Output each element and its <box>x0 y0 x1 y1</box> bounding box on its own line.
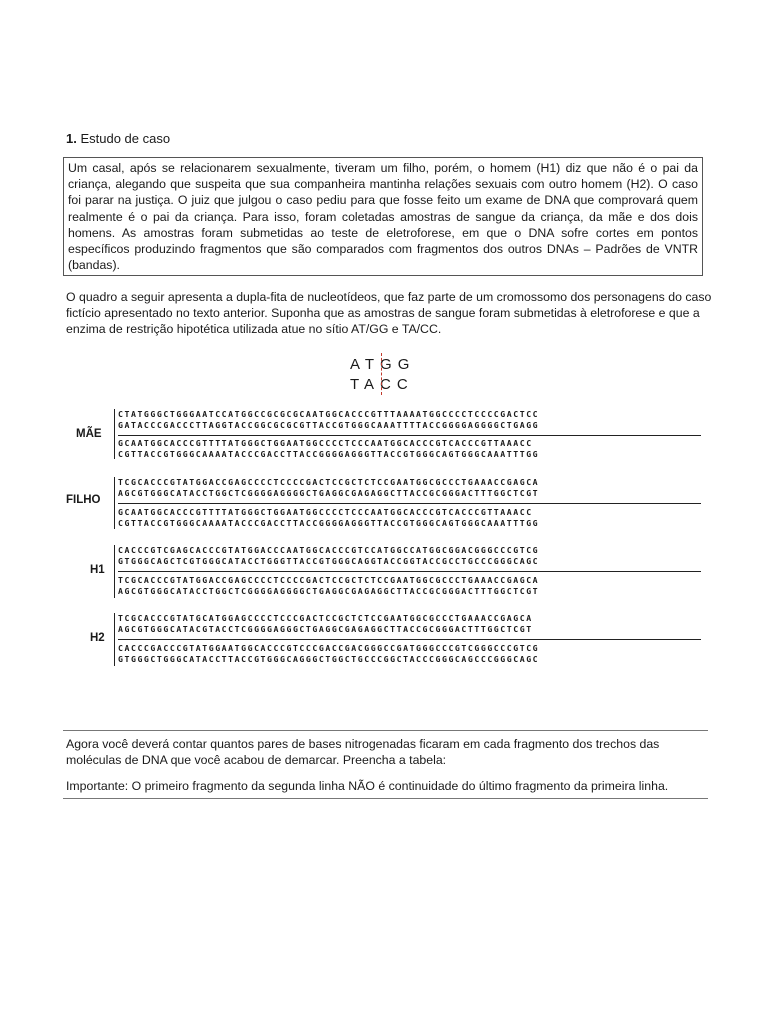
dna-divider <box>118 639 701 640</box>
dna-strand: GCAATGGCACCCGTTTTATGGGCTGGAATGGCCCCTCCCAATGGCACCCGTCACCCGTTAAACC <box>118 438 533 448</box>
dna-strand: AGCGTGGGCATACCTGGCTCGGGGAGGGGCTGAGGCGAGAGGCTTACCGCGGGACTTTGGCTCGT <box>118 488 540 498</box>
dna-divider <box>118 571 701 572</box>
dna-strand: GTGGGCAGCTCGTGGGCATACCTGGGTTACCGTGGGCAGGTACCGGTACCGCCTGCCCGGGCAGC <box>118 556 540 566</box>
case-study-text: Um casal, após se relacionarem sexualmente, tiveram um filho, porém, o homem (H1) diz que não é o pai da criança, alegando que suspeita que sua companheira mantinha relações sexuais com outro homem (H2). O caso foi parar na justiça. O juiz que julgou o caso pediu para que fosse feito um exame de DNA que comprovará quem realmente é o pai da criança. Para isso, foram coletadas amostras de sangue da criança, da mãe e dos dois homens. As amostras foram submetidas ao teste de eletroforese, em que o DNA sofre cortes em pontos específicos produzindo fragmentos que são comparados com fragmentos dos outros DNAs – Padrões de VNTR (bandas). <box>68 161 698 273</box>
dna-bracket-mae <box>114 409 115 459</box>
restriction-site <box>350 355 415 395</box>
dna-divider <box>118 435 701 436</box>
dna-label-filho: FILHO <box>66 494 101 506</box>
case-study-box <box>63 157 703 276</box>
dna-label-h1: H1 <box>90 564 105 576</box>
dna-filho-block2 <box>118 507 539 529</box>
dna-bracket-h1 <box>114 545 115 598</box>
dna-strand: GATACCCGACCCTTAGGTACCGGCGCGCGTTACCGTGGGCAAATTTTACCGGGGAGGGGCTGAGG <box>118 420 540 430</box>
footer-instruction: Agora você deverá contar quantos pares de bases nitrogenadas ficaram em cada fragmento dos trechos das moléculas de DNA que você acabou de demarcar. Preencha a tabela: <box>66 737 660 768</box>
section-title <box>66 131 170 146</box>
dna-h2-block1 <box>118 613 533 635</box>
dna-mae-block1 <box>118 409 539 431</box>
dna-strand: CTATGGGCTGGGAATCCATGGCCGCGCGCAATGGCACCCGTTTAAAATGGCCCCTCCCCGACTCC <box>118 409 540 419</box>
footer-rule-bottom <box>63 798 708 799</box>
dna-filho-block1 <box>118 477 539 499</box>
dna-bracket-filho <box>114 477 115 529</box>
dna-strand: TCGCACCCGTATGCATGGAGCCCCTCCCGACTCCGCTCTCCGAATGGCGCCCTGAAACCGAGCA <box>118 613 533 623</box>
dna-strand: GCAATGGCACCCGTTTTATGGGCTGGAATGGCCCCTCCCAATGGCACCCGTCACCCGTTAAACC <box>118 507 533 517</box>
section-number: 1. <box>66 131 77 146</box>
dna-h1-block2 <box>118 575 539 597</box>
dna-strand: AGCGTGGGCATACCTGGCTCGGGGAGGGGCTGAGGCGAGAGGCTTACCGCGGGACTTTGGCTCGT <box>118 586 540 596</box>
dna-strand: CGTTACCGTGGGCAAAATACCCGACCTTACCGGGGAGGGTTACCGTGGGCAGTGGGCAAATTTGG <box>118 449 540 459</box>
dna-strand: TCGCACCCGTATGGACCGAGCCCCTCCCCGACTCCGCTCTCCGAATGGCGCCCTGAAACCGAGCA <box>118 477 540 487</box>
intro-paragraph: O quadro a seguir apresenta a dupla-fita de nucleotídeos, que faz parte de um cromossomo dos personagens do caso fictício apresentado no texto anterior. Suponha que as amostras de sangue foram submetidas à eletroforese e que a enzima de restrição hipotética utilizada atue no sítio AT/GG e TA/CC. <box>66 290 712 337</box>
dna-h1-block1 <box>118 545 539 567</box>
footer-rule-top <box>63 730 708 731</box>
dna-strand: CACCCGTCGAGCACCCGTATGGACCCAATGGCACCCGTCCATGGCCATGGCGGACGGGCCCGTCG <box>118 545 540 555</box>
cut-line <box>381 353 382 395</box>
section-title-text: Estudo de caso <box>80 131 171 146</box>
dna-strand: CACCCGACCCGTATGGAATGGCACCCGTCCCGACCGACGGGCCGATGGGCCCGTCGGGCCCGTCG <box>118 643 540 653</box>
dna-strand: AGCGTGGGCATACGTACCTCGGGGAGGGCTGAGGCGAGAGGCTTACCGCGGGACTTTGGCTCGT <box>118 624 533 634</box>
restriction-site-bottom: TACC <box>350 376 414 393</box>
dna-label-mae: MÃE <box>76 428 102 440</box>
dna-h2-block2 <box>118 643 539 665</box>
dna-divider <box>118 503 701 504</box>
restriction-site-top: ATGG <box>350 356 416 373</box>
dna-bracket-h2 <box>114 613 115 666</box>
dna-label-h2: H2 <box>90 632 105 644</box>
dna-mae-block2 <box>118 438 539 460</box>
footer-important: Importante: O primeiro fragmento da segunda linha NÃO é continuidade do último fragmento da primeira linha. <box>66 779 669 793</box>
dna-strand: TCGCACCCGTATGGACCGAGCCCCTCCCCGACTCCGCTCTCCGAATGGCGCCCTGAAACCGAGCA <box>118 575 540 585</box>
dna-strand: CGTTACCGTGGGCAAAATACCCGACCTTACCGGGGAGGGTTACCGTGGGCAGTGGGCAAATTTGG <box>118 518 540 528</box>
dna-strand: GTGGGCTGGGCATACCTTACCGTGGGCAGGGCTGGCTGCCCGGCTACCCGGGCAGCCCGGGCAGC <box>118 654 540 664</box>
